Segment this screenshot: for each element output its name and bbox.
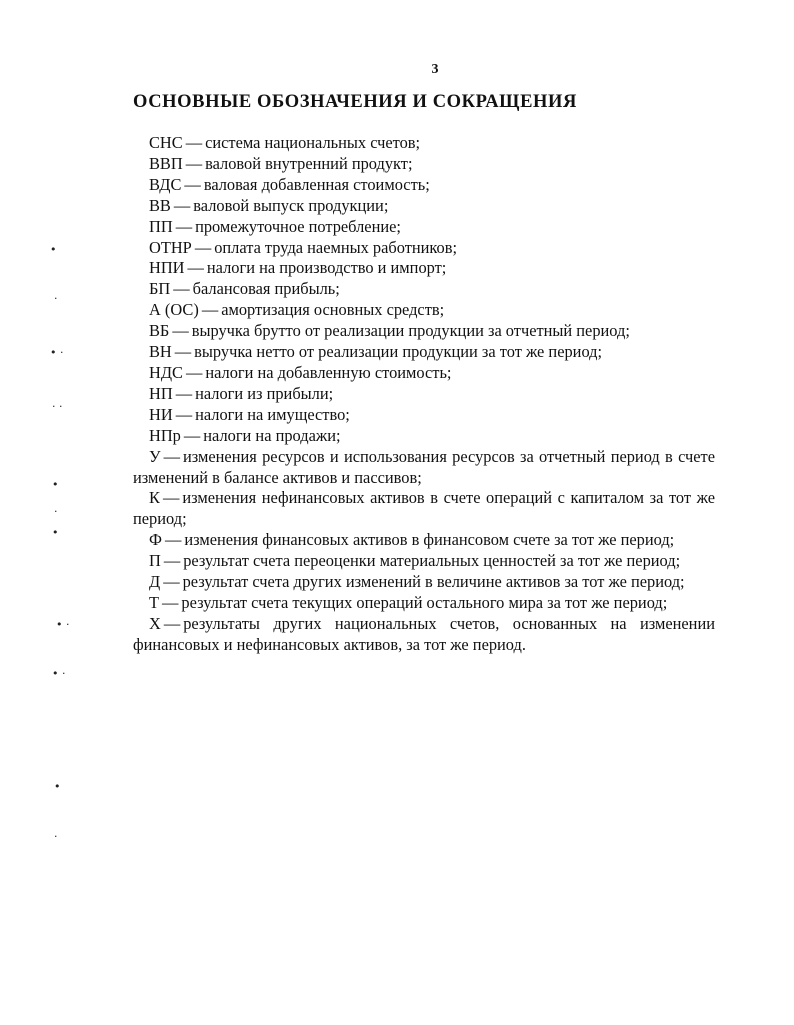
abbreviation-term: НП <box>149 383 173 403</box>
abbreviation-definition: валовой внутренний продукт; <box>205 153 413 173</box>
abbreviation-item-npi <box>133 258 715 279</box>
abbreviation-term: ВВ <box>149 195 171 215</box>
abbreviation-term: П <box>149 551 161 571</box>
abbreviation-term: ОТНР <box>149 237 192 257</box>
abbreviation-definition: результат счета текущих операций остального мира за тот же период; <box>181 592 668 612</box>
abbreviation-dash: — <box>175 404 193 424</box>
abbreviation-item-pp <box>133 217 715 238</box>
abbreviation-definition: балансовая прибыль; <box>192 279 340 299</box>
abbreviation-item-p <box>133 551 715 572</box>
abbreviation-term: А (ОС) <box>149 300 199 320</box>
abbreviation-definition: налоги на производство и импорт; <box>206 258 447 278</box>
page-number: 3 <box>431 62 439 77</box>
abbreviation-dash: — <box>175 383 193 403</box>
abbreviation-definition: результат счета переоценки материальных ценностей за тот же период; <box>183 551 681 571</box>
abbreviation-term: ПП <box>149 216 173 236</box>
abbreviation-definition: результат счета других изменений в величине активов за тот же период; <box>182 572 685 592</box>
abbreviation-item-np <box>133 384 715 405</box>
abbreviation-term: Т <box>149 592 160 612</box>
abbreviation-item-vn <box>133 342 715 363</box>
abbreviation-dash: — <box>173 195 191 215</box>
abbreviation-definition: результаты других национальных счетов, основанных на изменении финансовых и нефинансовых активов, за тот же период. <box>133 613 715 654</box>
abbreviation-dash: — <box>162 592 179 612</box>
abbreviation-definition: валовой выпуск продукции; <box>193 195 389 215</box>
abbreviation-definition: налоги на добавленную стоимость; <box>205 362 452 382</box>
abbreviation-term: НПр <box>149 425 181 445</box>
abbreviation-definition: изменения нефинансовых активов в счете операций с капиталом за тот же период; <box>133 488 715 529</box>
abbreviation-dash: — <box>183 425 201 445</box>
abbreviation-item-vb <box>133 321 715 342</box>
abbreviation-dash: — <box>163 446 180 466</box>
abbreviation-dash: — <box>162 488 180 508</box>
abbreviation-term: Х <box>149 613 161 633</box>
abbreviation-term: НДС <box>149 362 183 382</box>
abbreviation-dash: — <box>163 613 181 633</box>
abbreviation-dash: — <box>185 362 203 382</box>
abbreviation-item-nds <box>133 363 715 384</box>
abbreviation-definition: система национальных счетов; <box>205 133 421 152</box>
abbreviation-definition: амортизация основных средств; <box>221 300 445 320</box>
abbreviation-definition: изменения ресурсов и использования ресурсов за отчетный период в счете изменений в балансе активов и пассивов; <box>133 446 715 487</box>
abbreviation-term: НИ <box>149 404 173 424</box>
abbreviation-item-vds <box>133 175 715 196</box>
abbreviation-definition: налоги из прибыли; <box>195 383 334 403</box>
abbreviation-term: ВДС <box>149 174 182 194</box>
abbreviation-term: Д <box>149 572 161 592</box>
abbreviation-term: БП <box>149 279 171 299</box>
abbreviation-dash: — <box>185 133 203 152</box>
abbreviation-term: ВВП <box>149 153 183 173</box>
abbreviation-term: СНС <box>149 133 183 152</box>
abbreviation-term: ВБ <box>149 321 170 341</box>
abbreviation-definition: промежуточное потребление; <box>195 216 401 236</box>
abbreviation-dash: — <box>201 300 219 320</box>
abbreviation-dash: — <box>187 258 204 278</box>
abbreviation-definition: налоги на имущество; <box>195 404 350 424</box>
abbreviation-definition: выручка брутто от реализации продукции за отчетный период; <box>191 321 630 341</box>
abbreviation-term: У <box>149 446 161 466</box>
abbreviation-item-npr <box>133 426 715 447</box>
page-title: ОСНОВНЫЕ ОБОЗНАЧЕНИЯ И СОКРАЩЕНИЯ <box>133 92 577 112</box>
abbreviation-item-ni <box>133 405 715 426</box>
abbreviation-dash: — <box>163 572 180 592</box>
abbreviation-dash: — <box>175 216 193 236</box>
abbreviation-item-bp <box>133 279 715 300</box>
abbreviation-dash: — <box>163 551 181 571</box>
abbreviation-item-f <box>133 530 715 551</box>
abbreviation-item-sns <box>133 133 715 154</box>
abbreviation-definition: валовая добавленная стоимость; <box>203 174 430 194</box>
abbreviation-dash: — <box>174 342 192 362</box>
abbreviation-term: ВН <box>149 342 172 362</box>
abbreviation-item-d <box>133 572 715 593</box>
abbreviation-dash: — <box>172 321 189 341</box>
abbreviation-term: Ф <box>149 530 162 550</box>
abbreviation-dash: — <box>173 279 190 299</box>
abbreviation-item-vvp <box>133 154 715 175</box>
abbreviation-dash: — <box>194 237 212 257</box>
abbreviation-term: НПИ <box>149 258 185 278</box>
abbreviation-item-a-os <box>133 300 715 321</box>
abbreviation-item-h <box>133 614 715 656</box>
abbreviation-definition: налоги на продажи; <box>203 425 341 445</box>
abbreviation-definition: выручка нетто от реализации продукции за тот же период; <box>194 342 603 362</box>
abbreviation-item-u <box>133 447 715 489</box>
abbreviation-list <box>133 133 715 656</box>
abbreviation-item-otnr <box>133 238 715 259</box>
abbreviation-item-t <box>133 593 715 614</box>
abbreviation-dash: — <box>184 174 201 194</box>
abbreviation-item-vv <box>133 196 715 217</box>
abbreviation-term: К <box>149 488 160 508</box>
abbreviation-definition: оплата труда наемных работников; <box>214 237 458 257</box>
abbreviation-definition: изменения финансовых активов в финансовом счете за тот же период; <box>184 530 675 550</box>
abbreviation-dash: — <box>185 153 203 173</box>
abbreviation-item-k <box>133 488 715 530</box>
abbreviation-dash: — <box>164 530 182 550</box>
